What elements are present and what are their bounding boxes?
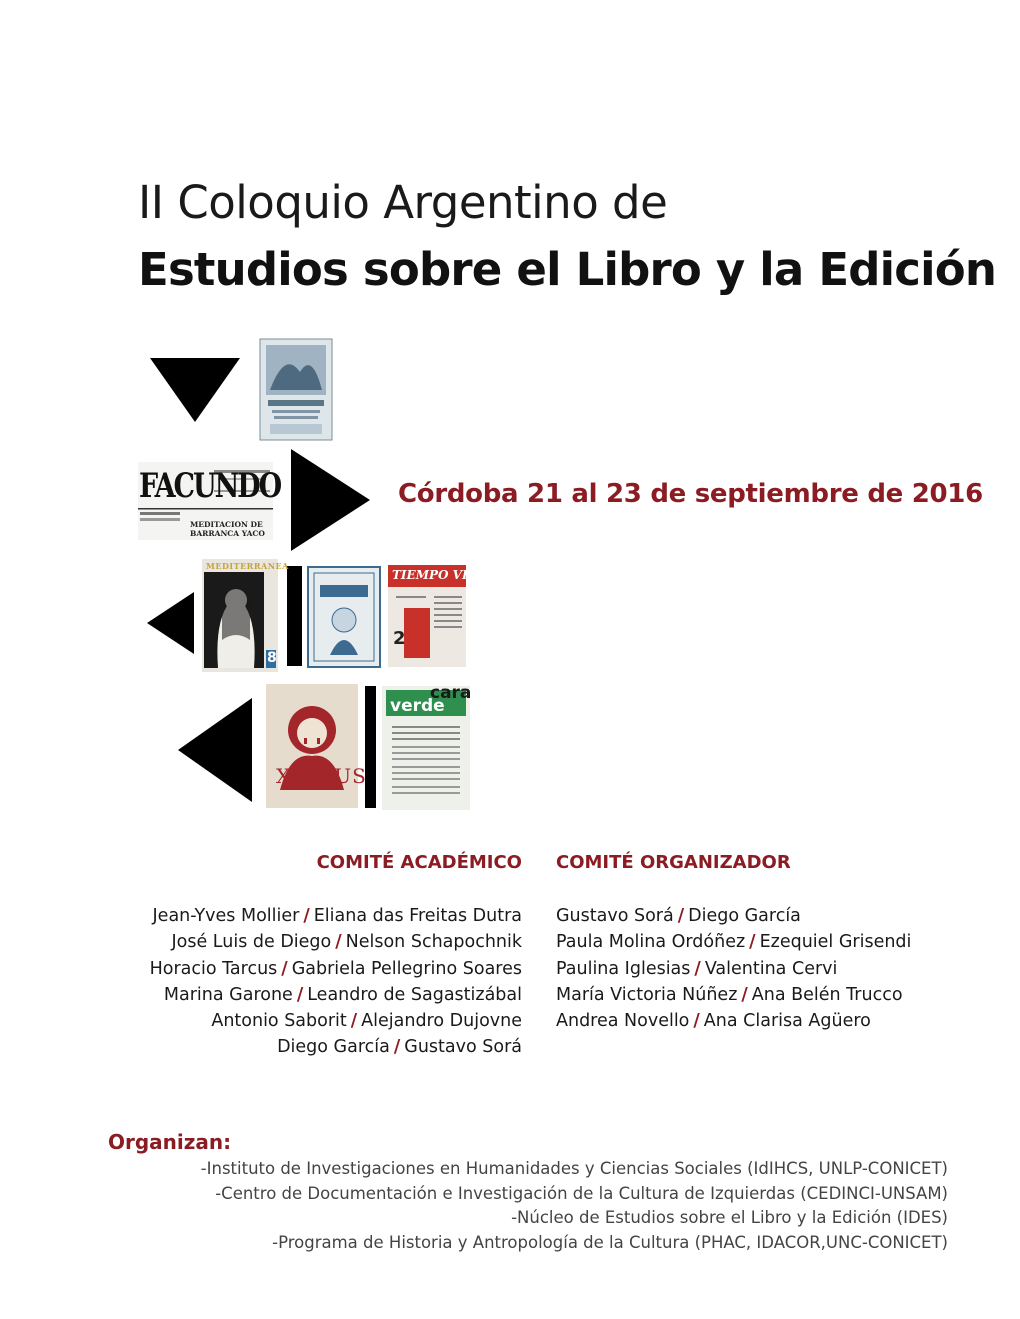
academic-committee-list [150,903,522,1061]
organizing-committee-heading: COMITÉ ORGANIZADOR [556,852,791,873]
list-item: Jean-Yves Mollier / Eliana das Freitas Dutra [152,906,522,926]
organizers-heading: Organizan: [108,1130,232,1154]
triangle-left-large-shape [178,698,252,802]
cara-verde-masthead-top: cara [430,683,472,703]
cover-xenius [266,684,358,808]
organizers-list [201,1157,948,1255]
list-item: Gustavo Sorá / Diego García [556,906,801,926]
triangle-left-small-shape [147,592,194,654]
black-bar-1 [287,566,302,666]
cover-blue-ornamental [308,567,380,667]
cara-verde-masthead-bottom: verde [390,696,445,716]
triangle-down-shape [150,358,240,422]
mediterranea-masthead: MEDITERRANEA [206,561,289,571]
list-item: María Victoria Núñez / Ana Belén Trucco [556,984,903,1005]
list-item: Paula Molina Ordóñez / Ezequiel Grisendi [556,932,912,953]
list-item: Horacio Tarcus / Gabriela Pellegrino Soares [149,958,522,979]
triangle-right-shape [291,449,370,551]
list-item: Diego García / Gustavo Sorá [277,1037,522,1058]
list-item: Andrea Novello / Ana Clarisa Agüero [556,1011,871,1032]
title-line-2: Estudios sobre el Libro y la Edición [138,243,997,296]
black-bar-2 [365,686,376,808]
mediterranea-number: 8 [267,650,277,666]
list-item: Marina Garone / Leandro de Sagastizábal [163,984,522,1005]
list-item: -Programa de Historia y Antropología de la Cultura (PHAC, IDACOR,UNC-CONICET) [272,1232,948,1252]
list-item: -Núcleo de Estudios sobre el Libro y la Edición (IDES) [511,1208,948,1227]
list-item: -Instituto de Investigaciones en Humanidades y Ciencias Sociales (IdIHCS, UNLP-CONICET) [200,1159,948,1178]
xenius-masthead: XENIUS [276,764,367,788]
facundo-masthead: FACUNDO [139,467,281,506]
facundo-headline: MEDITACION DE BARRANCA YACO [190,520,265,538]
event-date-place: Córdoba 21 al 23 de septiembre de 2016 [398,479,983,509]
tiempo-vivo-number: 2 [393,628,406,649]
academic-committee-heading: COMITÉ ACADÉMICO [316,852,522,873]
list-item: -Centro de Documentación e Investigación de la Cultura de Izquierdas (CEDINCI-UNSAM) [215,1183,948,1203]
list-item: Antonio Saborit / Alejandro Dujovne [211,1011,522,1032]
list-item: Paulina Iglesias / Valentina Cervi [556,958,838,979]
title-line-1: II Coloquio Argentino de [138,176,668,229]
organizing-committee-list [556,903,911,1034]
list-item: José Luis de Diego / Nelson Schapochnik [171,932,522,953]
tiempo-vivo-masthead: TIEMPO VIVO [392,568,488,582]
cover-illustrated-top [260,339,332,440]
